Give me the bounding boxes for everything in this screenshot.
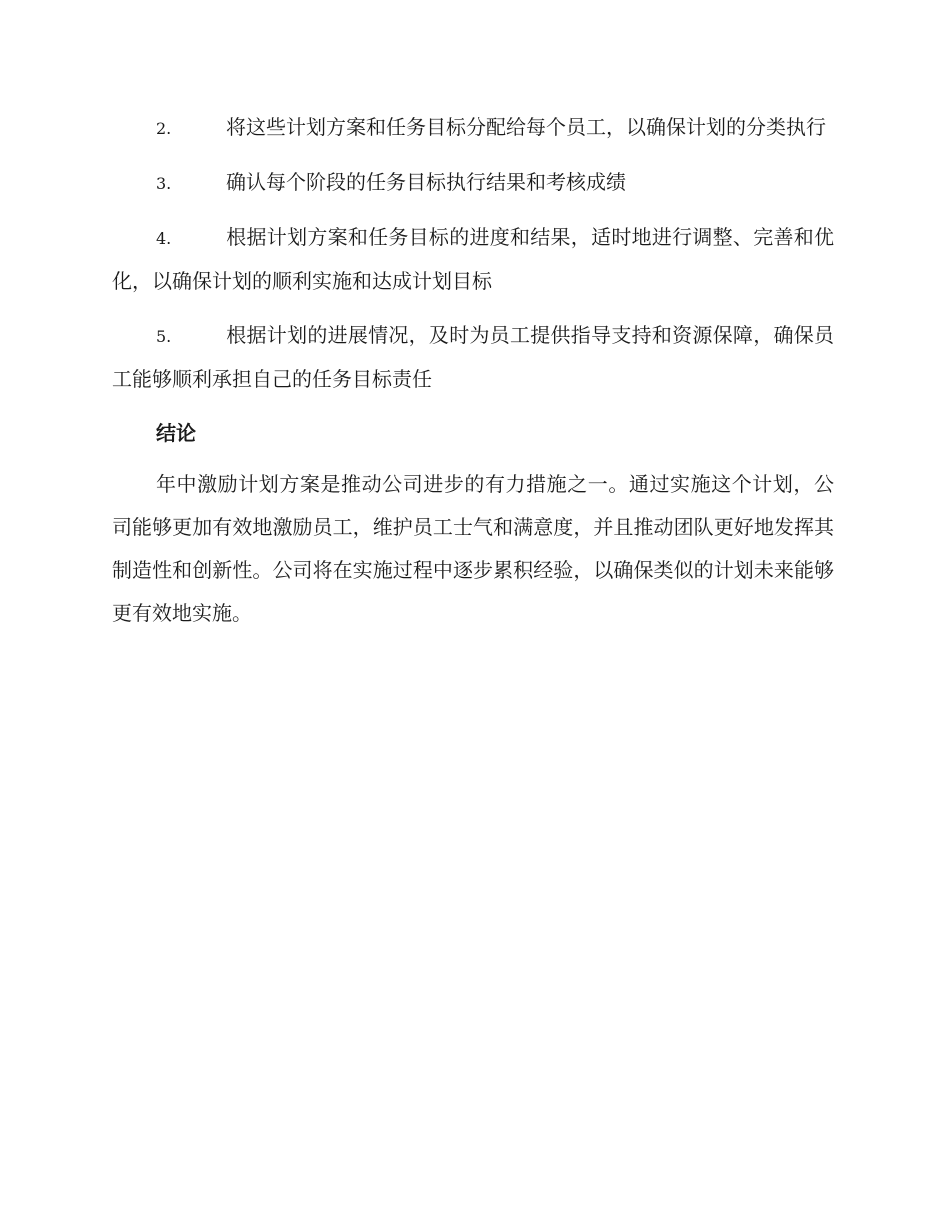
conclusion-paragraph: 年中激励计划方案是推动公司进步的有力措施之一。通过实施这个计划，公司能够更加有效地激励员工，维护员工士气和满意度，并且推动团队更好地发挥其制造性和创新性。公司将在实施过程中逐步累积经验，以确保类似的计划未来能够更有效地实施。	[112, 472, 834, 625]
list-item	[112, 106, 834, 150]
list-item	[112, 314, 834, 401]
list-item	[112, 161, 834, 205]
list-item-text: 根据计划的进展情况，及时为员工提供指导支持和资源保障，确保员工能够顺利承担自己的任务目标责任	[112, 323, 834, 391]
list-item	[112, 216, 834, 303]
list-item-number: 5.	[156, 327, 172, 346]
document-content	[112, 106, 834, 635]
list-item-number: 4.	[156, 229, 172, 248]
list-item-text: 将这些计划方案和任务目标分配给每个员工，以确保计划的分类执行	[226, 115, 826, 139]
list-item-number: 2.	[156, 119, 172, 138]
list-item-number: 3.	[156, 174, 172, 193]
list-item-text: 确认每个阶段的任务目标执行结果和考核成绩	[226, 170, 626, 194]
list-item-text: 根据计划方案和任务目标的进度和结果，适时地进行调整、完善和优化，以确保计划的顺利实施和达成计划目标	[112, 225, 834, 293]
conclusion-heading: 结论	[156, 421, 196, 445]
